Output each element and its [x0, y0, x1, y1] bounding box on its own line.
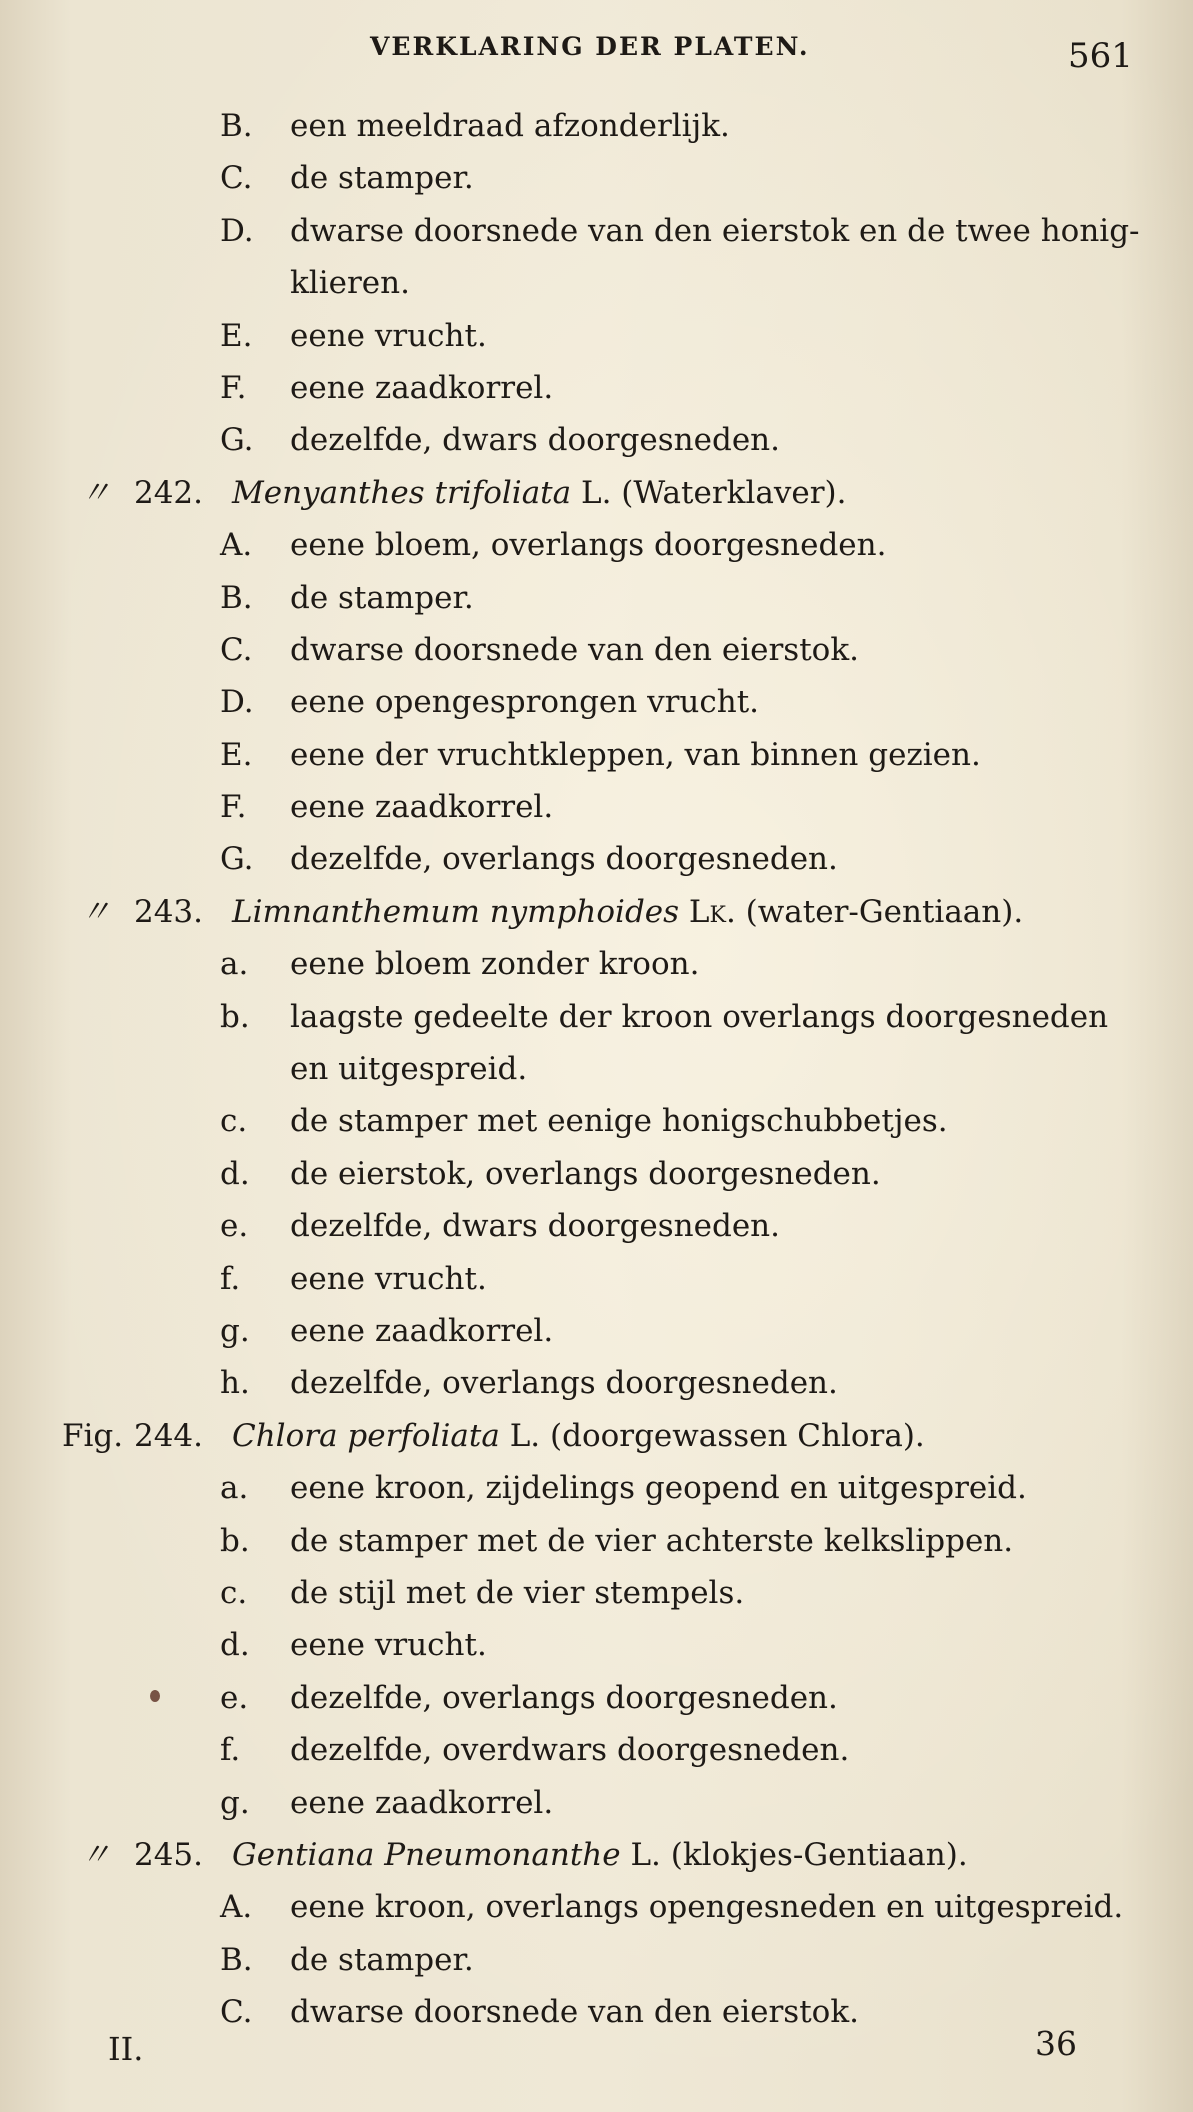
signature-mark: II. [108, 2030, 144, 2068]
scientific-name: Gentiana Pneumonanthe [232, 1836, 621, 1873]
part-label: C. [220, 631, 253, 668]
part-description: eene bloem zonder kroon. [290, 946, 700, 983]
species-name [232, 467, 846, 519]
figure-part-item [0, 1095, 1193, 1147]
figure-heading [0, 1829, 1193, 1881]
part-description: de stamper met eenige honigschubbetjes. [290, 1103, 948, 1140]
part-label: e. [220, 1208, 249, 1245]
figure-part-item [0, 414, 1193, 466]
part-description: een meeldraad afzonderlijk. [290, 108, 730, 144]
part-description: dwarse doorsnede van den eierstok en de twee honig- [290, 212, 1140, 249]
continuation-line [0, 257, 1193, 309]
part-description: eene kroon, zijdelings geopend en uitgespreid. [290, 1470, 1027, 1507]
scientific-name: Chlora perfoliata [232, 1417, 500, 1454]
figure-part-item [0, 781, 1193, 833]
part-description: eene vrucht. [290, 1627, 487, 1664]
page-footer [0, 2024, 1193, 2090]
figure-part-item [0, 1777, 1193, 1829]
figure-part-item [0, 1515, 1193, 1567]
part-label: B. [220, 1941, 253, 1978]
figure-heading [0, 886, 1193, 938]
part-label: g. [220, 1784, 250, 1821]
figure-part-item [0, 938, 1193, 990]
author-abbreviation: Lk. [688, 893, 736, 930]
figure-part-item [0, 833, 1193, 885]
part-description-continued: en uitgespreid. [290, 1051, 528, 1088]
part-label: e. [220, 1679, 249, 1716]
part-label: a. [220, 946, 249, 983]
figure-part-item [0, 362, 1193, 414]
part-description: eene der vruchtkleppen, van binnen gezien. [290, 736, 981, 773]
common-name: (doorgewassen Chlora). [550, 1417, 925, 1454]
plate-explanations [0, 100, 1193, 2038]
figure-part-item [0, 1305, 1193, 1357]
ink-blot [150, 1690, 160, 1702]
species-name [232, 1410, 925, 1462]
part-description: de stamper. [290, 579, 474, 616]
part-label: D. [220, 212, 254, 249]
page-number: 561 [1068, 36, 1133, 76]
figure-part-item [0, 1253, 1193, 1305]
figure-prefix: 〃 [80, 1836, 113, 1873]
part-description: eene vrucht. [290, 1260, 487, 1297]
part-label: E. [220, 736, 253, 773]
figure-number: 243. [133, 893, 203, 930]
part-description: eene vrucht. [290, 317, 487, 354]
part-description: dezelfde, overlangs doorgesneden. [290, 841, 838, 878]
part-description-continued: klieren. [290, 265, 410, 302]
common-name: (klokjes-Gentiaan). [670, 1836, 968, 1873]
figure-number: 245. [133, 1836, 203, 1873]
part-description: de stamper. [290, 160, 474, 197]
figure-number: 242. [133, 474, 203, 511]
part-description: laagste gedeelte der kroon overlangs doorgesneden [290, 998, 1109, 1035]
part-description: dezelfde, overdwars doorgesneden. [290, 1732, 850, 1769]
part-description: de eierstok, overlangs doorgesneden. [290, 1155, 881, 1192]
part-label: B. [220, 108, 253, 144]
common-name: (Waterklaver). [621, 474, 847, 511]
figure-part-item [0, 1148, 1193, 1200]
part-label: C. [220, 160, 253, 197]
part-description: de stamper met de vier achterste kelkslippen. [290, 1522, 1014, 1559]
part-label: c. [220, 1574, 248, 1611]
part-description: dezelfde, overlangs doorgesneden. [290, 1365, 838, 1402]
figure-prefix: Fig. [62, 1417, 124, 1454]
figure-part-item [0, 624, 1193, 676]
part-label: F. [220, 789, 247, 826]
figure-part-item [0, 1672, 1193, 1724]
part-label: a. [220, 1470, 249, 1507]
part-description: dwarse doorsnede van den eierstok. [290, 631, 859, 668]
part-description: eene bloem, overlangs doorgesneden. [290, 527, 887, 564]
figure-number: 244. [133, 1417, 203, 1454]
figure-part-item [0, 1619, 1193, 1671]
figure-part-item [0, 1934, 1193, 1986]
author-abbreviation: L. [509, 1417, 541, 1454]
figure-part-item [0, 1462, 1193, 1514]
part-label: G. [220, 841, 254, 878]
part-label: A. [220, 1889, 253, 1926]
part-label: f. [220, 1260, 241, 1297]
gathering-number: 36 [1035, 2024, 1077, 2063]
part-label: g. [220, 1312, 250, 1349]
figure-part-item [0, 519, 1193, 571]
part-description: dezelfde, dwars doorgesneden. [290, 1208, 781, 1245]
part-description: eene zaadkorrel. [290, 1312, 554, 1349]
part-label: d. [220, 1155, 250, 1192]
figure-part-item [0, 1724, 1193, 1776]
figure-prefix: 〃 [80, 474, 113, 511]
part-description: dezelfde, dwars doorgesneden. [290, 422, 781, 459]
part-description: de stijl met de vier stempels. [290, 1574, 745, 1611]
running-title: VERKLARING DER PLATEN. [370, 32, 810, 61]
part-label: A. [220, 527, 253, 564]
figure-part-item [0, 1200, 1193, 1252]
part-label: D. [220, 684, 254, 721]
part-label: b. [220, 1522, 250, 1559]
species-name [232, 886, 1023, 938]
scientific-name: Limnanthemum nymphoides [232, 893, 680, 930]
part-label: b. [220, 998, 250, 1035]
figure-part-item [0, 1567, 1193, 1619]
figure-part-item [0, 1357, 1193, 1409]
part-label: f. [220, 1732, 241, 1769]
part-label: c. [220, 1103, 248, 1140]
figure-part-item [0, 152, 1193, 204]
author-abbreviation: L. [580, 474, 612, 511]
figure-part-item [0, 100, 1193, 152]
part-label: B. [220, 579, 253, 616]
part-description: eene zaadkorrel. [290, 369, 554, 406]
author-abbreviation: L. [630, 1836, 661, 1873]
figure-part-item [0, 676, 1193, 728]
figure-heading [0, 1410, 1193, 1462]
figure-part-item [0, 1881, 1193, 1933]
part-description: dwarse doorsnede van den eierstok. [290, 1994, 859, 2031]
figure-prefix: 〃 [80, 893, 113, 930]
part-description: de stamper. [290, 1941, 474, 1978]
figure-part-item [0, 310, 1193, 362]
part-label: h. [220, 1365, 250, 1402]
part-description: eene zaadkorrel. [290, 1784, 554, 1821]
part-description: eene opengesprongen vrucht. [290, 684, 760, 721]
part-label: E. [220, 317, 253, 354]
figure-part-item [0, 991, 1193, 1043]
part-description: dezelfde, overlangs doorgesneden. [290, 1679, 838, 1716]
part-label: C. [220, 1994, 253, 2031]
figure-part-item [0, 729, 1193, 781]
figure-heading [0, 467, 1193, 519]
part-description: eene kroon, overlangs opengesneden en uitgespreid. [290, 1889, 1124, 1926]
part-label: d. [220, 1627, 250, 1664]
scientific-name: Menyanthes trifoliata [232, 474, 572, 511]
part-label: G. [220, 422, 254, 459]
common-name: (water-Gentiaan). [745, 893, 1024, 930]
figure-part-item [0, 572, 1193, 624]
species-name [232, 1829, 968, 1881]
part-description: eene zaadkorrel. [290, 789, 554, 826]
part-label: F. [220, 369, 247, 406]
page-header [0, 20, 1193, 90]
figure-part-item [0, 205, 1193, 257]
continuation-line [0, 1043, 1193, 1095]
